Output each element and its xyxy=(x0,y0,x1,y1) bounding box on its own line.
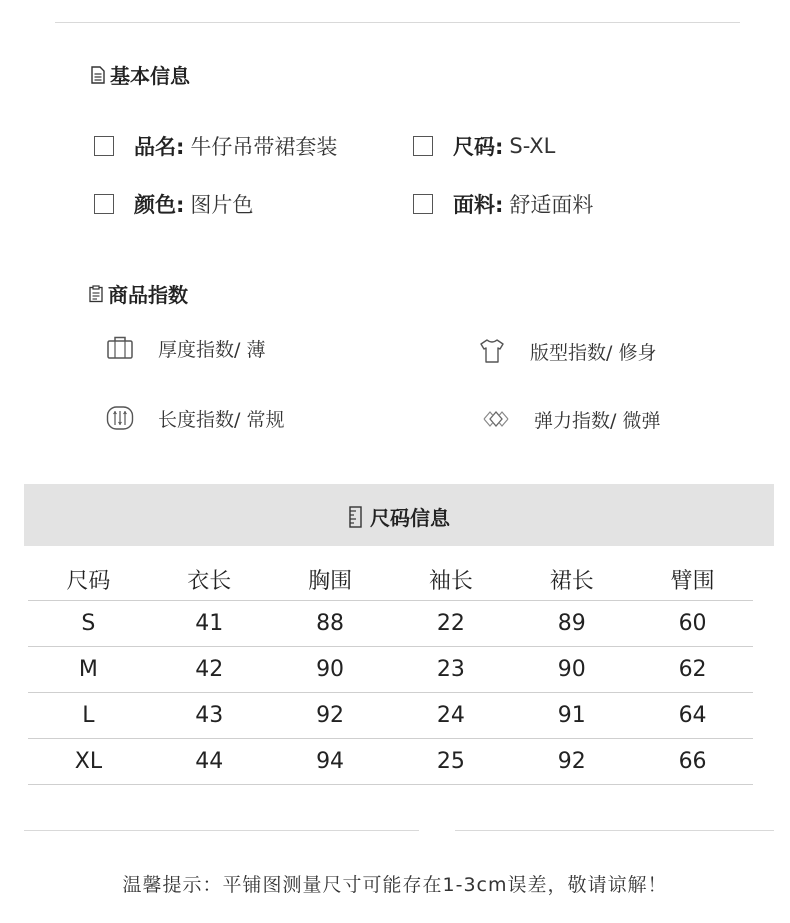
table-cell: 64 xyxy=(632,693,753,739)
table-header: 尺码 xyxy=(28,558,149,601)
table-cell: 43 xyxy=(149,693,270,739)
size-info-title xyxy=(24,502,774,531)
ruler-icon xyxy=(348,506,364,528)
index-label: 版型指数/ 修身 xyxy=(530,341,657,364)
table-cell: 92 xyxy=(511,739,632,785)
diamond-icon xyxy=(482,405,510,433)
table-row xyxy=(28,693,753,739)
info-key: 颜色: xyxy=(134,193,185,217)
table-cell: 90 xyxy=(270,647,391,693)
info-value: 牛仔吊带裙套装 xyxy=(190,135,338,159)
info-value: 舒适面料 xyxy=(509,193,594,217)
table-cell: 62 xyxy=(632,647,753,693)
top-divider xyxy=(55,22,740,23)
table-cell: 91 xyxy=(511,693,632,739)
table-cell: 92 xyxy=(270,693,391,739)
table-cell: 94 xyxy=(270,739,391,785)
table-cell: 60 xyxy=(632,601,753,647)
table-header: 袖长 xyxy=(390,558,511,601)
table-header-row xyxy=(28,558,753,601)
info-value: 图片色 xyxy=(190,193,254,217)
table-cell: 88 xyxy=(270,601,391,647)
table-header: 臂围 xyxy=(632,558,753,601)
info-key: 面料: xyxy=(453,193,504,217)
table-cell: 25 xyxy=(390,739,511,785)
index-fit xyxy=(478,337,656,365)
table-header: 胸围 xyxy=(270,558,391,601)
table-cell: M xyxy=(28,647,149,693)
checkbox[interactable] xyxy=(94,194,114,214)
basic-info-title xyxy=(90,60,190,89)
checkbox[interactable] xyxy=(413,194,433,214)
table-cell: 24 xyxy=(390,693,511,739)
table-cell: L xyxy=(28,693,149,739)
index-label: 厚度指数/ 薄 xyxy=(158,338,266,361)
info-item-color xyxy=(94,189,253,219)
size-info-header-band xyxy=(24,484,774,546)
table-cell: 66 xyxy=(632,739,753,785)
table-row xyxy=(28,647,753,693)
table-cell: 23 xyxy=(390,647,511,693)
info-value: S-XL xyxy=(509,134,556,158)
size-info-title-text: 尺码信息 xyxy=(370,506,450,530)
table-cell: S xyxy=(28,601,149,647)
index-elasticity xyxy=(482,405,660,433)
basic-info-title-text: 基本信息 xyxy=(110,64,190,88)
measurement-tip: 温馨提示：平铺图测量尺寸可能存在1-3cm误差，敬请谅解！ xyxy=(122,874,668,896)
table-cell: 42 xyxy=(149,647,270,693)
length-icon xyxy=(106,404,134,432)
table-cell: 44 xyxy=(149,739,270,785)
info-item-name xyxy=(94,131,337,161)
size-table xyxy=(28,558,753,785)
checkbox[interactable] xyxy=(94,136,114,156)
bottom-divider-right xyxy=(455,830,774,831)
product-index-title xyxy=(88,279,188,308)
index-label: 弹力指数/ 微弹 xyxy=(534,409,661,432)
info-item-fabric xyxy=(413,189,593,219)
bottom-divider-left xyxy=(24,830,419,831)
table-row xyxy=(28,739,753,785)
table-cell: 41 xyxy=(149,601,270,647)
document-icon xyxy=(90,66,106,84)
table-header: 衣长 xyxy=(149,558,270,601)
table-cell: 22 xyxy=(390,601,511,647)
table-cell: XL xyxy=(28,739,149,785)
tshirt-icon xyxy=(478,337,506,365)
clipboard-icon xyxy=(88,285,104,303)
table-row xyxy=(28,601,753,647)
product-index-title-text: 商品指数 xyxy=(108,283,188,307)
bag-icon xyxy=(106,334,134,362)
info-key: 尺码: xyxy=(453,135,504,159)
index-length xyxy=(106,404,284,432)
index-label: 长度指数/ 常规 xyxy=(158,408,285,431)
checkbox[interactable] xyxy=(413,136,433,156)
table-header: 裙长 xyxy=(511,558,632,601)
index-thickness xyxy=(106,334,265,362)
info-item-size xyxy=(413,131,555,161)
table-cell: 90 xyxy=(511,647,632,693)
table-cell: 89 xyxy=(511,601,632,647)
info-key: 品名: xyxy=(134,135,185,159)
